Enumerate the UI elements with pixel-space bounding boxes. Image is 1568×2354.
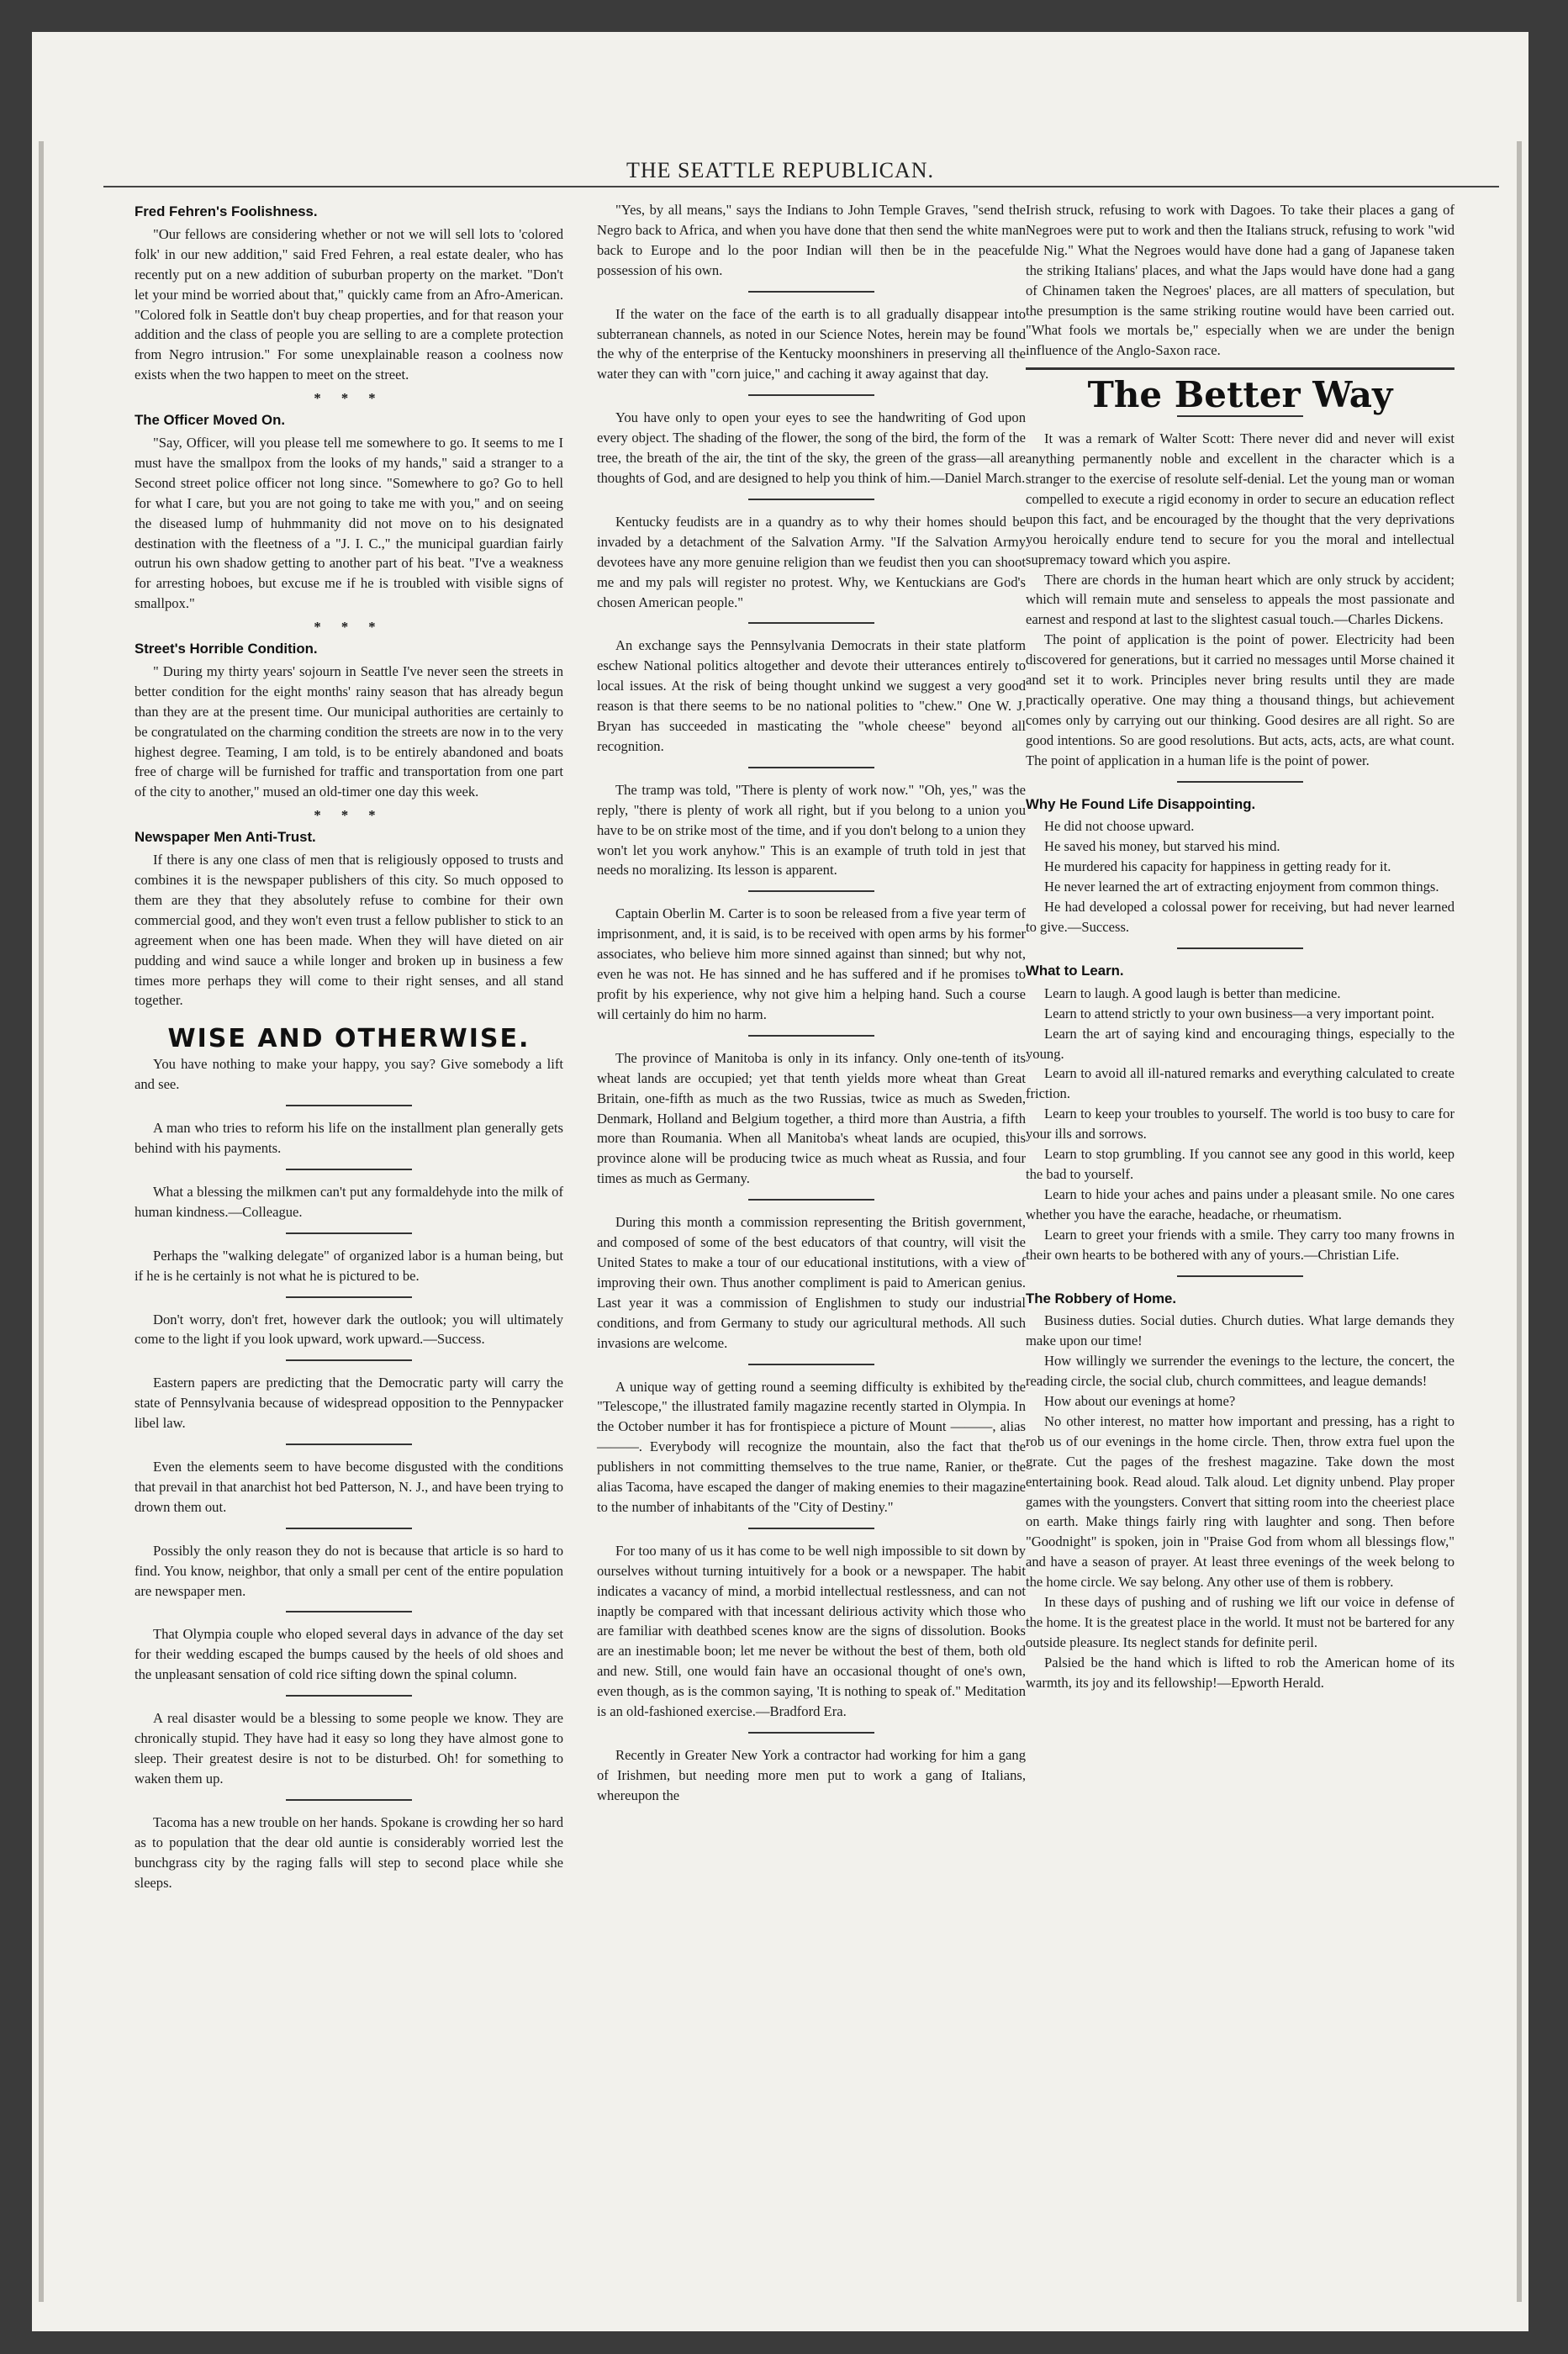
article-paragraph: Palsied be the hand which is lifted to rob the American home of its warmth, its joy and its fellowship!—Epworth Herald.: [1026, 1654, 1454, 1691]
article-paragraph: Learn to hide your aches and pains under a pleasant smile. No one cares whether you have the earache, headache, or rheumatism.: [1026, 1185, 1454, 1222]
separator-rule: [286, 1359, 412, 1361]
separator-rule: [748, 1528, 874, 1529]
article-paragraph: No other interest, no matter how important and pressing, has a right to rob us of our evenings in the home circle. Then, throw extra fuel upon the grate. Cut the pages of the freshest magazine. Take down the most entertaining book. Read aloud. Talk aloud. Let dignity unbend. Play proper games with the youngsters. Convert that sitting room into the cheeriest place on earth. Make things fairly ring with laughter and song. Then before "Goodnight" is spoken, join in "Praise God from whom all blessings flow," and have a season of prayer. At least three evenings of the week belong to the home circle. We say belong. Any other use of them is robbery.: [1026, 1412, 1454, 1591]
article-paragraph: Irish struck, refusing to work with Dagoes. To take their places a gang of Negroes were put to work and then the Italians struck, refusing to work "wid de Nig." What the Negroes would have done had a gang of Japanese taken the striking Italians' places, and what the Japs would have done had a gang of Chinamen taken the Negroes' places, are all matters of speculation, but the presumption is the same striking routine would have been carried out. "What fools we mortals be," especially when we are under the benign influence of the Anglo-Saxon race.: [1026, 202, 1454, 359]
article-paragraph: He murdered his capacity for happiness in getting ready for it.: [1044, 858, 1391, 875]
article-heading: Fred Fehren's Foolishness.: [135, 203, 318, 219]
article-heading: Why He Found Life Disappointing.: [1026, 795, 1256, 812]
article-heading: The Robbery of Home.: [1026, 1290, 1177, 1306]
separator-rule: [748, 1199, 874, 1201]
page-edge-rule: [1517, 141, 1522, 2302]
article-paragraph: An exchange says the Pennsylvania Democrats in their state platform eschew National politics altogether and devote their utterances entirely to local issues. At the risk of being thought unkind we suggest a very good reason is that there seems to be no national polities to "chew." One W. J. Bryan has succeeded in masticating the "whole cheese" beyond all recognition.: [597, 637, 1026, 754]
column-2: [597, 200, 1026, 1806]
article-paragraph: The tramp was told, "There is plenty of work now." "Oh, yes," was the reply, "there is plenty of work all right, but if you belong to a union you have to be on strike most of the time, and if you don't belong to a union they won't let you work anyhow." This is an example of truth told in jest that needs no moralizing. Its lesson is apparent.: [597, 781, 1026, 879]
article-paragraph: Kentucky feudists are in a quandry as to why their homes should be invaded by a detachment of the Salvation Army. "If the Salvation Army devotees have any more genuine religion than we feudist then you can shoot me and my pals will register no protest. Why, we Kentuckians are God's chosen American people.": [597, 513, 1026, 610]
article-heading: What to Learn.: [1026, 962, 1124, 979]
separator-rule: [748, 622, 874, 624]
article-paragraph: Learn to avoid all ill-natured remarks and everything calculated to create friction.: [1026, 1065, 1454, 1102]
article-paragraph: Learn to stop grumbling. If you cannot see any good in this world, keep the bad to yourself.: [1026, 1146, 1454, 1182]
article-paragraph: You have only to open your eyes to see the handwriting of God upon every object. The shading of the flower, the song of the bird, the form of the tree, the breath of the air, the tint of the sky, the green of the grass—all are thoughts of God, and are designed to help you think of him.—Daniel March.: [597, 409, 1026, 486]
article-paragraph: Learn to greet your friends with a smile. They carry too many frowns in their own hearts to be bothered with any of yours.—Christian Life.: [1026, 1226, 1454, 1263]
article-paragraph: He never learned the art of extracting enjoyment from common things.: [1044, 879, 1439, 895]
separator-rule: [748, 1364, 874, 1365]
article-paragraph: He did not choose upward.: [1044, 818, 1195, 835]
article-paragraph: In these days of pushing and of rushing we lift our voice in defense of the home. It is the greatest place in the world. It must not be bartered for any outside pleasure. Its neglect stands for definite peril.: [1026, 1594, 1454, 1650]
article-paragraph: Perhaps the "walking delegate" of organized labor is a human being, but if he is he certainly is not what he is pictured to be.: [135, 1247, 563, 1284]
article-paragraph: For too many of us it has come to be well nigh impossible to sit down by ourselves without turning intuitively for a book or a newspaper. The habit indicates a vacancy of mind, a morbid intellectual restlessness, and can not inaptly be compared with that incessant delirious activity which those who are familiar with deathbed scenes know are the signs of dissolution. Books are an inestimable boon; let me never be without the best of them, both old and new. Still, one would fain have an occasional thought of one's own, even though, as is the common saying, 'It is nothing to speak of." Meditation is an old-fashioned exercise.—Bradford Era.: [597, 1542, 1026, 1720]
separator-rule: [748, 1732, 874, 1734]
article-paragraph: " During my thirty years' sojourn in Seattle I've never seen the streets in better condition for the eight months' rainy season that has already begun than they are at the present time. Our municipal authorities are certainly to be congratulated on the charming condition the streets are now in to the very highest degree. Teaming, I am told, is to be entirely abandoned and boats free of charge will be furnished for traffic and transportation from one part of the city to another," mused an old-timer one day this week.: [135, 662, 563, 800]
column-1: [135, 200, 563, 1892]
article-paragraph: If the water on the face of the earth is to all gradually disappear into subterranean channels, as noted in our Science Notes, herein may be found the why of the enterprise of the Kentucky moonshiners in preserving all the water they can with "corn juice," and caching it away against that day.: [597, 305, 1026, 383]
separator-rule: [1177, 781, 1303, 783]
article-paragraph: "Yes, by all means," says the Indians to John Temple Graves, "send the Negro back to Africa, and when you have done that then send the white man back to Europe and lo the poor Indian will then be in the peaceful possession of his own.: [597, 202, 1026, 278]
article-paragraph: Possibly the only reason they do not is because that article is so hard to find. You know, neighbor, that only a small per cent of the entire population are newspaper men.: [135, 1542, 563, 1599]
article-paragraph: The province of Manitoba is only in its infancy. Only one-tenth of its wheat lands are occupied; yet that tenth yields more wheat than Great Britain, one-fifth as much as the two Russias, twice as much as Sweden, Denmark, Holland and Belgium together, a third more than Austria, a fifth more than Roumania. When all Manitoba's wheat lands are ocupied, this province alone will be producing twice as much wheat as Russia, and four times as much as Germany.: [597, 1049, 1026, 1187]
article-paragraph: A real disaster would be a blessing to some people we know. They are chronically stupid. They have had it easy so long they have almost gone to sleep. Their greatest desire is not to be disturbed. Oh! for something to waken them up.: [135, 1710, 563, 1787]
article-paragraph: Recently in Greater New York a contractor had working for him a gang of Irishmen, but needing more men put to work a gang of Italians, whereupon the: [597, 1747, 1026, 1803]
separator-rule: [1177, 415, 1303, 417]
article-heading: The Officer Moved On.: [135, 412, 286, 429]
article-paragraph: How about our evenings at home?: [1044, 1393, 1236, 1410]
separator-rule: [286, 1528, 412, 1529]
article-paragraph: A man who tries to reform his life on the installment plan generally gets behind with his payments.: [135, 1120, 563, 1156]
article-paragraph: A unique way of getting round a seeming difficulty is exhibited by the "Telescope," the illustrated family magazine recently started in Olympia. In the October number it has for frontispiece a picture of Mount ———, alias ———. Everybody will recognize the mountain, also the fact that the publishers in not committing themselves to the true name, Ranier, or the alias Tacoma, have escaped the danger of making enemies to their magazine to the number of inhabitants of the "City of Destiny.": [597, 1378, 1026, 1515]
separator-rule: [1177, 947, 1303, 949]
section-title: The Better Way: [1087, 374, 1393, 416]
article-heading: Newspaper Men Anti-Trust.: [135, 829, 316, 846]
separator-rule: [286, 1444, 412, 1445]
separator-rule: [748, 499, 874, 500]
separator-rule: [286, 1296, 412, 1298]
section-rule: [1026, 367, 1454, 370]
newspaper-page: [32, 32, 1528, 2331]
article-paragraph: How willingly we surrender the evenings to the lecture, the concert, the reading circle, the social club, church committees, and league demands!: [1026, 1353, 1454, 1390]
separator-rule: [286, 1695, 412, 1697]
article-paragraph: If there is any one class of men that is religiously opposed to trusts and combines it is the newspaper publishers of this city. So much opposed to them are they that they absolutely refuse to combine for their own commercial good, and they won't even trust a fellow publisher to stick to an agreement when one has been made. When they will have dieted on air pudding and wind sauce a while longer and broken up in business a few times more perhaps they will come to their right senses, and all stand together.: [135, 852, 563, 1009]
separator-rule: [748, 291, 874, 293]
section-title: WISE AND OTHERWISE.: [167, 1024, 531, 1054]
separator-rule: [1177, 1275, 1303, 1277]
masthead-rule: [103, 186, 1499, 187]
section-stars: * * *: [314, 390, 384, 407]
article-paragraph: It was a remark of Walter Scott: There never did and never will exist anything permanently noble and excellent in the character which is a stranger to the exercise of resolute self-denial. Let the young man or woman compelled to execute a rigid economy in order to secure an education reflect upon this fact, and be encouraged by the thought that the very deprivations you heroically endure tend to secure for you the moral and intellectual supremacy toward which you aspire.: [1026, 430, 1454, 567]
column-3: [1026, 200, 1454, 1693]
article-paragraph: The point of application is the point of power. Electricity had been discovered for generations, but it carried no messages until Morse chained it and set it to work. Principles never bring results until they are made practically operative. One may thing a thousand things, but achievement comes only by carrying out our thinking. Good desires are all right. So are good intentions. So are good resolutions. But acts, acts, acts, are what count. The point of application in a human life is the point of power.: [1026, 631, 1454, 768]
article-paragraph: Don't worry, don't fret, however dark the outlook; you will ultimately come to the light if you look upward, work upward.—Success.: [135, 1311, 563, 1348]
article-paragraph: There are chords in the human heart which are only struck by accident; which will remain mute and senseless to appeals the most passionate and earnest and respond at last to the slightest casual touch.—Charles Dickens.: [1026, 571, 1454, 628]
article-heading: Street's Horrible Condition.: [135, 641, 318, 657]
article-paragraph: Business duties. Social duties. Church duties. What large demands they make upon our time!: [1026, 1312, 1454, 1349]
article-paragraph: You have nothing to make your happy, you say? Give somebody a lift and see.: [135, 1056, 563, 1093]
article-paragraph: Tacoma has a new trouble on her hands. Spokane is crowding her so hard as to population that the dear old auntie is considerably worried lest the bunchgrass city by the raging falls will step to second place while she sleeps.: [135, 1813, 563, 1891]
separator-rule: [748, 394, 874, 396]
article-paragraph: Learn to keep your troubles to yourself. The world is too busy to care for your ills and sorrows.: [1026, 1106, 1454, 1143]
article-paragraph: What a blessing the milkmen can't put any formaldehyde into the milk of human kindness.—Colleague.: [135, 1183, 563, 1220]
article-paragraph: Learn to attend strictly to your own business—a very important point.: [1044, 1005, 1435, 1021]
separator-rule: [286, 1232, 412, 1234]
article-paragraph: Learn the art of saying kind and encouraging things, especially to the young.: [1026, 1025, 1454, 1062]
separator-rule: [748, 767, 874, 768]
separator-rule: [286, 1105, 412, 1106]
article-paragraph: "Our fellows are considering whether or not we will sell lots to 'colored folk' in our new addition," said Fred Fehren, a real estate dealer, who has recently put on a new addition of suburban property on the market. "Don't let your mind be worried about that," quickly came from an Afro-American. "Colored folk in Seattle don't buy cheap properties, and for that reason your addition and the class of people you are selling to are a complete protection from Negro intrusion." For some unexplainable reason a coolness now exists when the two happen to meet on the street.: [135, 225, 563, 383]
separator-rule: [286, 1169, 412, 1170]
article-paragraph: Captain Oberlin M. Carter is to soon be released from a five year term of imprisonment, and, it is said, is to be received with open arms by his former associates, who believe him more sinned against than sinned; but why not, even he was not. He has sinned and he has suffered and if he promises to profit by his experience, why not give him a helping hand. Such a course will certainly do him no harm.: [597, 905, 1026, 1022]
section-stars: * * *: [314, 619, 384, 636]
article-paragraph: He had developed a colossal power for receiving, but had never learned to give.—Success.: [1026, 899, 1454, 935]
article-paragraph: Learn to laugh. A good laugh is better than medicine.: [1044, 984, 1341, 1001]
article-paragraph: "Say, Officer, will you please tell me somewhere to go. It seems to me I must have the smallpox from the looks of my hands," said a stranger to a Second street police officer not long since. "Somewhere to go? Go to hell for what I care, but you are not going to take me with you," and on seeing the diseased lump of huhmmanity did not move on to his designated destination with the fleetness of a "J. I. C.," the municipal guardian fairly outrun his own shadow getting to another part of his beat. "I've a weakness for arresting hoboes, but excuse me if he is troubled with visible signs of smallpox.": [135, 434, 563, 612]
separator-rule: [748, 890, 874, 892]
separator-rule: [748, 1035, 874, 1037]
article-paragraph: During this month a commission representing the British government, and composed of some of the best educators of that country, will visit the United States to make a tour of our educational institutions, with a view of improving their own. Thus another compliment is paid to American genius. Last year it was a commission of Englishmen to study our industrial conditions, and from Germany to study our agricultural methods. All such invasions are welcome.: [597, 1214, 1026, 1351]
page-edge-rule: [39, 141, 44, 2302]
masthead: THE SEATTLE REPUBLICAN.: [626, 158, 935, 182]
article-paragraph: That Olympia couple who eloped several days in advance of the day set for their wedding escaped the bumps caused by the heels of old shoes and the unpleasant sensation of cold rice sifting down the spinal column.: [135, 1626, 563, 1683]
article-paragraph: He saved his money, but starved his mind.: [1044, 838, 1280, 855]
separator-rule: [286, 1799, 412, 1801]
section-stars: * * *: [314, 807, 384, 824]
separator-rule: [286, 1611, 412, 1612]
article-paragraph: Eastern papers are predicting that the Democratic party will carry the state of Pennsylvania because of widespread opposition to the Pennypacker libel law.: [135, 1375, 563, 1432]
article-paragraph: Even the elements seem to have become disgusted with the conditions that prevail in that anarchist hot bed Patterson, N. J., and have been trying to drown them out.: [135, 1459, 563, 1515]
